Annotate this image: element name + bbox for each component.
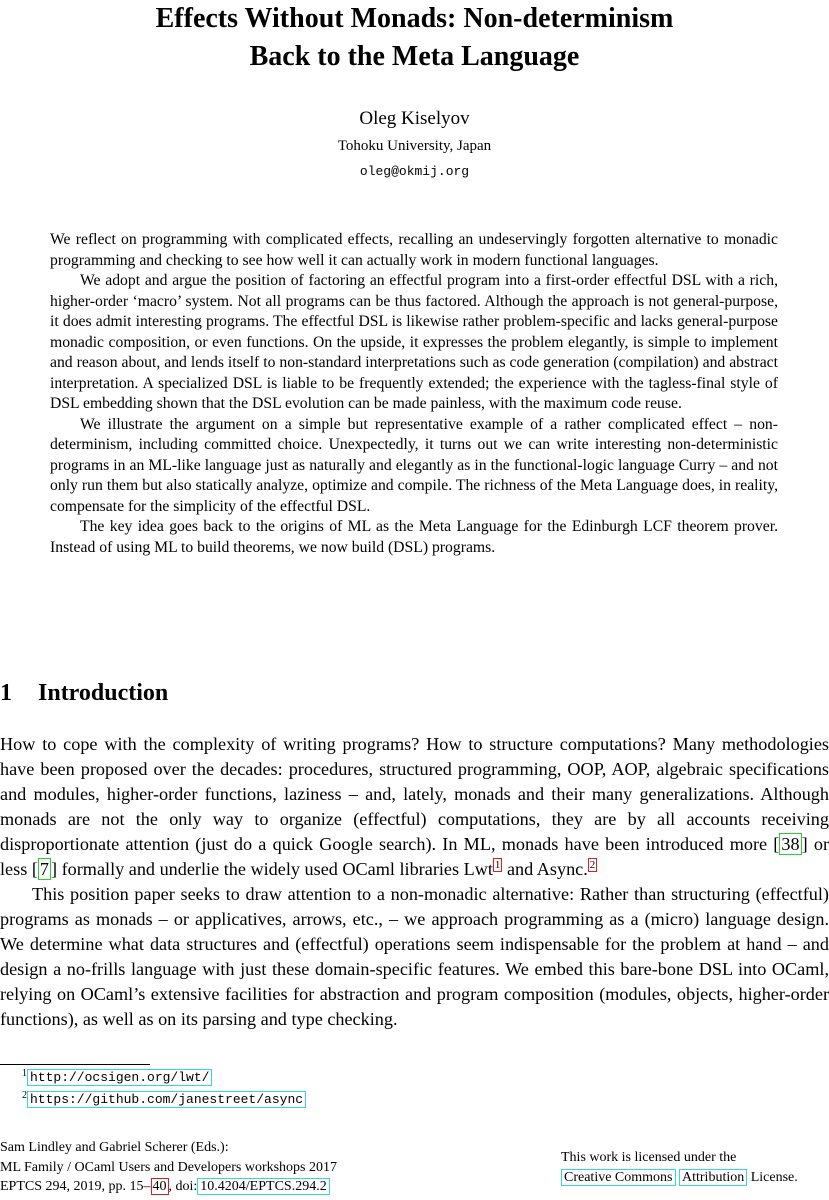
author-name: Oleg Kiselyov bbox=[359, 108, 470, 129]
footnote-mark-2: 2 bbox=[22, 1090, 27, 1101]
author-email[interactable]: oleg@okmij.org bbox=[359, 164, 470, 179]
license-info bbox=[561, 1148, 798, 1187]
abstract-paragraph-1: We reflect on programming with complicated effects, recalling an undeservingly forgotten alternative to monadic programming and checking to see how well it can actually work in modern functional languages. bbox=[50, 231, 778, 269]
venue-doi-label: , doi: bbox=[168, 1179, 198, 1194]
footnote-divider bbox=[0, 1064, 150, 1065]
abstract-paragraph-2: We adopt and argue the position of factoring an effectful program into a first-order effectful DSL with a rich, higher-order ‘macro’ system. Not all programs can be thus factored. Although the approach is not general-purpose, it does admit interesting programs. The effectful DSL is likewise rather problem-specific and lacks general-purpose monadic composition, or even functions. On the upside, it expresses the problem elegantly, is simple to implement and reason about, and lends itself to non-standard interpretations such as code generation (compilation) and abstract interpretation. A specialized DSL is liable to be frequently extended; the experience with the tagless-final style of DSL embedding shown that the DSL evolution can be made painless, with the maximum code reuse. bbox=[50, 272, 778, 412]
creative-commons-link[interactable]: Creative Commons bbox=[561, 1169, 676, 1186]
venue-citation bbox=[0, 1177, 337, 1197]
section-number: 1 bbox=[0, 680, 12, 706]
footnote-ref-2[interactable]: 2 bbox=[589, 858, 596, 871]
venue-info bbox=[0, 1138, 337, 1197]
footnote-url-async[interactable]: https://github.com/janestreet/async bbox=[27, 1091, 306, 1108]
venue-editors: Sam Lindley and Gabriel Scherer (Eds.): bbox=[0, 1140, 229, 1155]
footnote-1 bbox=[22, 1068, 212, 1085]
footnote-ref-1[interactable]: 1 bbox=[494, 858, 501, 871]
intro-paragraph-1 bbox=[0, 732, 829, 882]
author-affiliation: Tohoku University, Japan bbox=[337, 138, 492, 154]
intro-text-b: ] or less [ bbox=[0, 834, 829, 879]
intro-text-d: and Async. bbox=[502, 859, 588, 879]
intro-body bbox=[0, 732, 829, 1032]
footnote-mark-1: 1 bbox=[22, 1068, 27, 1079]
section-heading bbox=[0, 680, 168, 707]
footnote-2 bbox=[22, 1090, 306, 1107]
abstract-paragraph-3: We illustrate the argument on a simple but representative example of a rather complicated effect – non-determinism, including committed choice. Unexpectedly, it turns out we can write interesting non-deterministic programs in an ML-like language just as naturally and elegantly as in the functional-logic language Curry – and not only run them but also statically analyze, optimize and compile. The richness of the Meta Language does, in reality, compensate for the simplicity of the effectful DSL. bbox=[50, 415, 778, 515]
license-suffix: License. bbox=[747, 1169, 798, 1185]
citation-link-7[interactable]: 7 bbox=[39, 859, 49, 879]
intro-text-c: ] formally and underlie the widely used OCaml libraries Lwt bbox=[50, 859, 493, 879]
title-line-2: Back to the Meta Language bbox=[249, 41, 580, 72]
abstract bbox=[50, 230, 778, 558]
license-line bbox=[561, 1168, 798, 1188]
attribution-link[interactable]: Attribution bbox=[679, 1169, 747, 1186]
intro-paragraph-2: This position paper seeks to draw attention to a non-monadic alternative: Rather than structuring (effectful) programs as monads – or applicatives, arrows, etc., – we approach programming as a (micro) language design. We determine what data structures and (effectful) operations seem indispensable for the problem at hand – and design a no-frills language with just these domain-specific features. We embed this bare-bone DSL into OCaml, relying on OCaml’s extensive facilities for abstraction and program composition (modules, objects, higher-order functions), as well as on its parsing and type checking. bbox=[0, 884, 829, 1029]
abstract-paragraph-4: The key idea goes back to the origins of ML as the Meta Language for the Edinburgh LCF theorem prover. Instead of using ML to build theorems, we now build (DSL) programs. bbox=[50, 518, 778, 556]
footnote-url-lwt[interactable]: http://ocsigen.org/lwt/ bbox=[27, 1069, 212, 1086]
title-line-1: Effects Without Monads: Non-determinism bbox=[155, 3, 674, 34]
last-page-link[interactable]: 40 bbox=[152, 1179, 167, 1194]
license-intro: This work is licensed under the bbox=[561, 1150, 737, 1165]
section-title: Introduction bbox=[38, 680, 169, 706]
paper-title bbox=[0, 0, 829, 76]
citation-link-38[interactable]: 38 bbox=[781, 834, 800, 854]
intro-text-a: How to cope with the complexity of writing programs? How to structure computations? Many methodologies have been proposed over the decades: procedures, structured programming, OOP, AOP, algebraic specifications and modules, higher-order functions, laziness – and, lately, monads and their many generalizations. Although monads are not the only way to organize (effectful) computations, they are by all accounts receiving disproportionate attention (just do a quick Google search). In ML, monads have been introduced more [ bbox=[0, 734, 829, 854]
venue-pages: EPTCS 294, 2019, pp. 15– bbox=[0, 1179, 151, 1194]
doi-link[interactable]: 10.4204/EPTCS.294.2 bbox=[197, 1178, 329, 1195]
venue-workshop: ML Family / OCaml Users and Developers workshops 2017 bbox=[0, 1159, 337, 1175]
